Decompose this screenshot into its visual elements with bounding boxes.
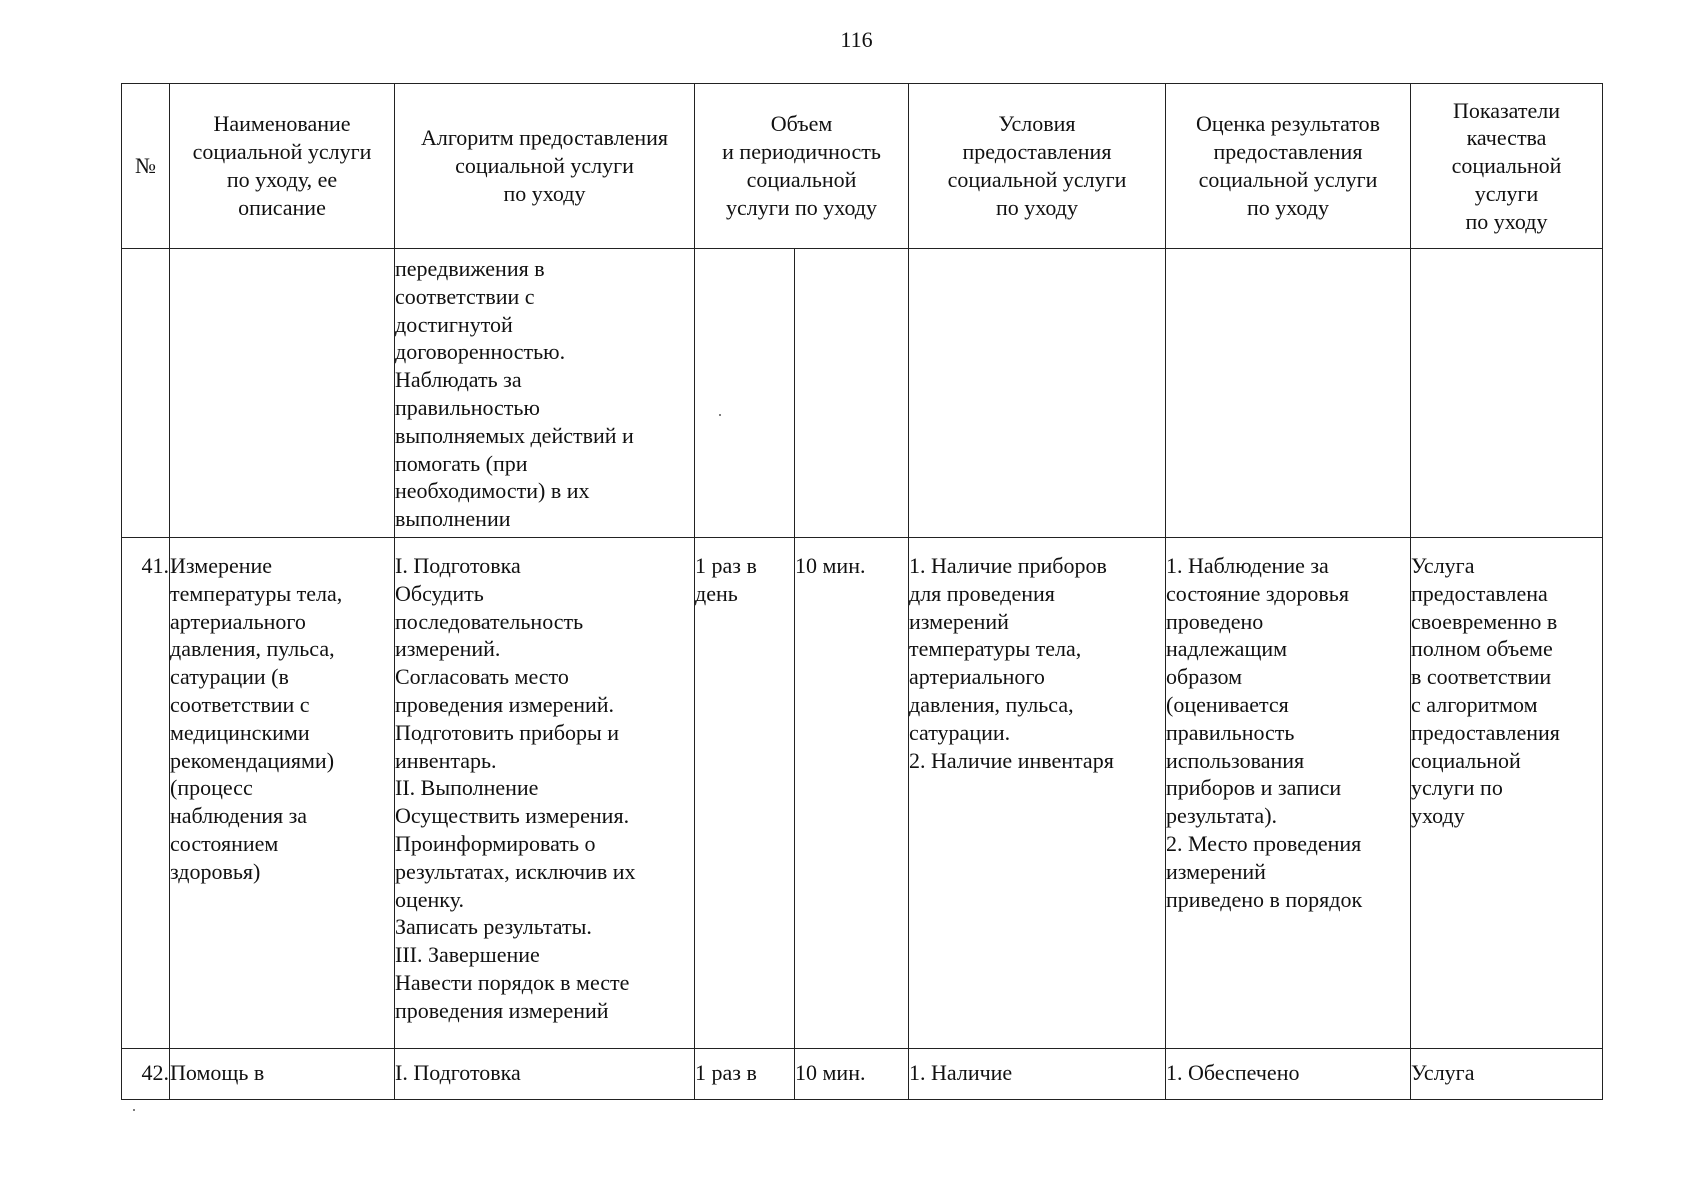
row-evaluation: [1166, 538, 1411, 1049]
header-quality: [1411, 84, 1603, 249]
row-quality-text: Услуга предоставлена своевременно в полном объеме в соответствии с алгоритмом предоставления социальной услуги по уходу: [1411, 553, 1560, 829]
header-evaluation: [1166, 84, 1411, 249]
header-quality-label: Показатели качества социальной услуги по уходу: [1451, 97, 1562, 234]
row-quality: [1411, 538, 1603, 1049]
row-periodicity-text: 1 раз в день: [695, 553, 757, 606]
row-quality: [1411, 249, 1603, 538]
row-service-name: [170, 538, 395, 1049]
row-periodicity-text: 1 раз в: [695, 1060, 757, 1085]
table-row: [122, 538, 1603, 1049]
scan-speck: [133, 1109, 135, 1111]
header-conditions: [909, 84, 1166, 249]
row-evaluation-text: 1. Наблюдение за состояние здоровья проведено надлежащим образом (оценивается правильность использования приборов и записи результата). 2. Место проведения измерений приведено в порядок: [1166, 553, 1363, 912]
row-algorithm-text: передвижения в соответствии с достигнутой договоренностью. Наблюдать за правильностью выполняемых действий и помогать (при необходимости) в их выполнении: [395, 256, 634, 532]
row-number: [122, 538, 170, 1049]
page-number: 116: [840, 27, 873, 52]
row-conditions-text: 1. Наличие: [909, 1060, 1013, 1085]
table-row: [122, 1049, 1603, 1100]
row-volume-text: 10 мин.: [795, 553, 866, 578]
row-periodicity: [695, 1049, 795, 1100]
row-quality-text: Услуга: [1411, 1060, 1475, 1085]
row-service-name-text: Измерение температуры тела, артериального давления, пульса, сатурации (в соответствии с медицинскими рекомендациями) (процесс наблюдения за состоянием здоровья): [170, 553, 343, 884]
row-conditions-text: 1. Наличие приборов для проведения измерений температуры тела, артериального давления, пульса, сатурации. 2. Наличие инвентаря: [909, 553, 1114, 773]
row-conditions: [909, 249, 1166, 538]
row-conditions: [909, 1049, 1166, 1100]
row-service-name-text: Помощь в: [170, 1060, 265, 1085]
header-conditions-label: Условия предоставления социальной услуги по уходу: [947, 111, 1127, 220]
row-algorithm: [395, 1049, 695, 1100]
services-table: [121, 83, 1603, 1100]
header-evaluation-label: Оценка результатов предоставления социальной услуги по уходу: [1195, 111, 1381, 220]
row-volume: [795, 249, 909, 538]
row-service-name: [170, 249, 395, 538]
row-evaluation: [1166, 249, 1411, 538]
table-row: [122, 249, 1603, 538]
row-periodicity: [695, 249, 795, 538]
row-number-text: 41.: [141, 553, 169, 578]
header-algorithm: [395, 84, 695, 249]
row-volume-text: 10 мин.: [795, 1060, 866, 1085]
row-quality: [1411, 1049, 1603, 1100]
row-evaluation-text: 1. Обеспечено: [1166, 1060, 1300, 1085]
row-periodicity: [695, 538, 795, 1049]
row-evaluation: [1166, 1049, 1411, 1100]
row-number: [122, 1049, 170, 1100]
header-volume-label: Объем и периодичность социальной услуги по уходу: [722, 111, 881, 220]
header-number-label: №: [135, 153, 156, 179]
row-volume: [795, 538, 909, 1049]
row-algorithm-text: I. Подготовка Обсудить последовательность измерений. Согласовать место проведения измерений. Подготовить приборы и инвентарь. II. Выполнение Осуществить измерения. Проинформировать о результатах, исключив их оценку. Записать результаты. III. Завершение Навести порядок в месте проведения измерений: [395, 553, 636, 1023]
row-number: [122, 249, 170, 538]
row-algorithm: [395, 538, 695, 1049]
row-algorithm-text: I. Подготовка: [395, 1060, 521, 1085]
header-service-name-label: Наименование социальной услуги по уходу, ее описание: [192, 111, 372, 220]
scan-speck: [719, 414, 721, 416]
row-volume: [795, 1049, 909, 1100]
row-service-name: [170, 1049, 395, 1100]
header-algorithm-label: Алгоритм предоставления социальной услуги по уходу: [420, 125, 669, 206]
table-header-row: [122, 84, 1603, 249]
row-conditions: [909, 538, 1166, 1049]
row-number-text: 42.: [141, 1060, 169, 1085]
header-volume: [695, 84, 909, 249]
row-algorithm: [395, 249, 695, 538]
header-service-name: [170, 84, 395, 249]
header-number: [122, 84, 170, 249]
